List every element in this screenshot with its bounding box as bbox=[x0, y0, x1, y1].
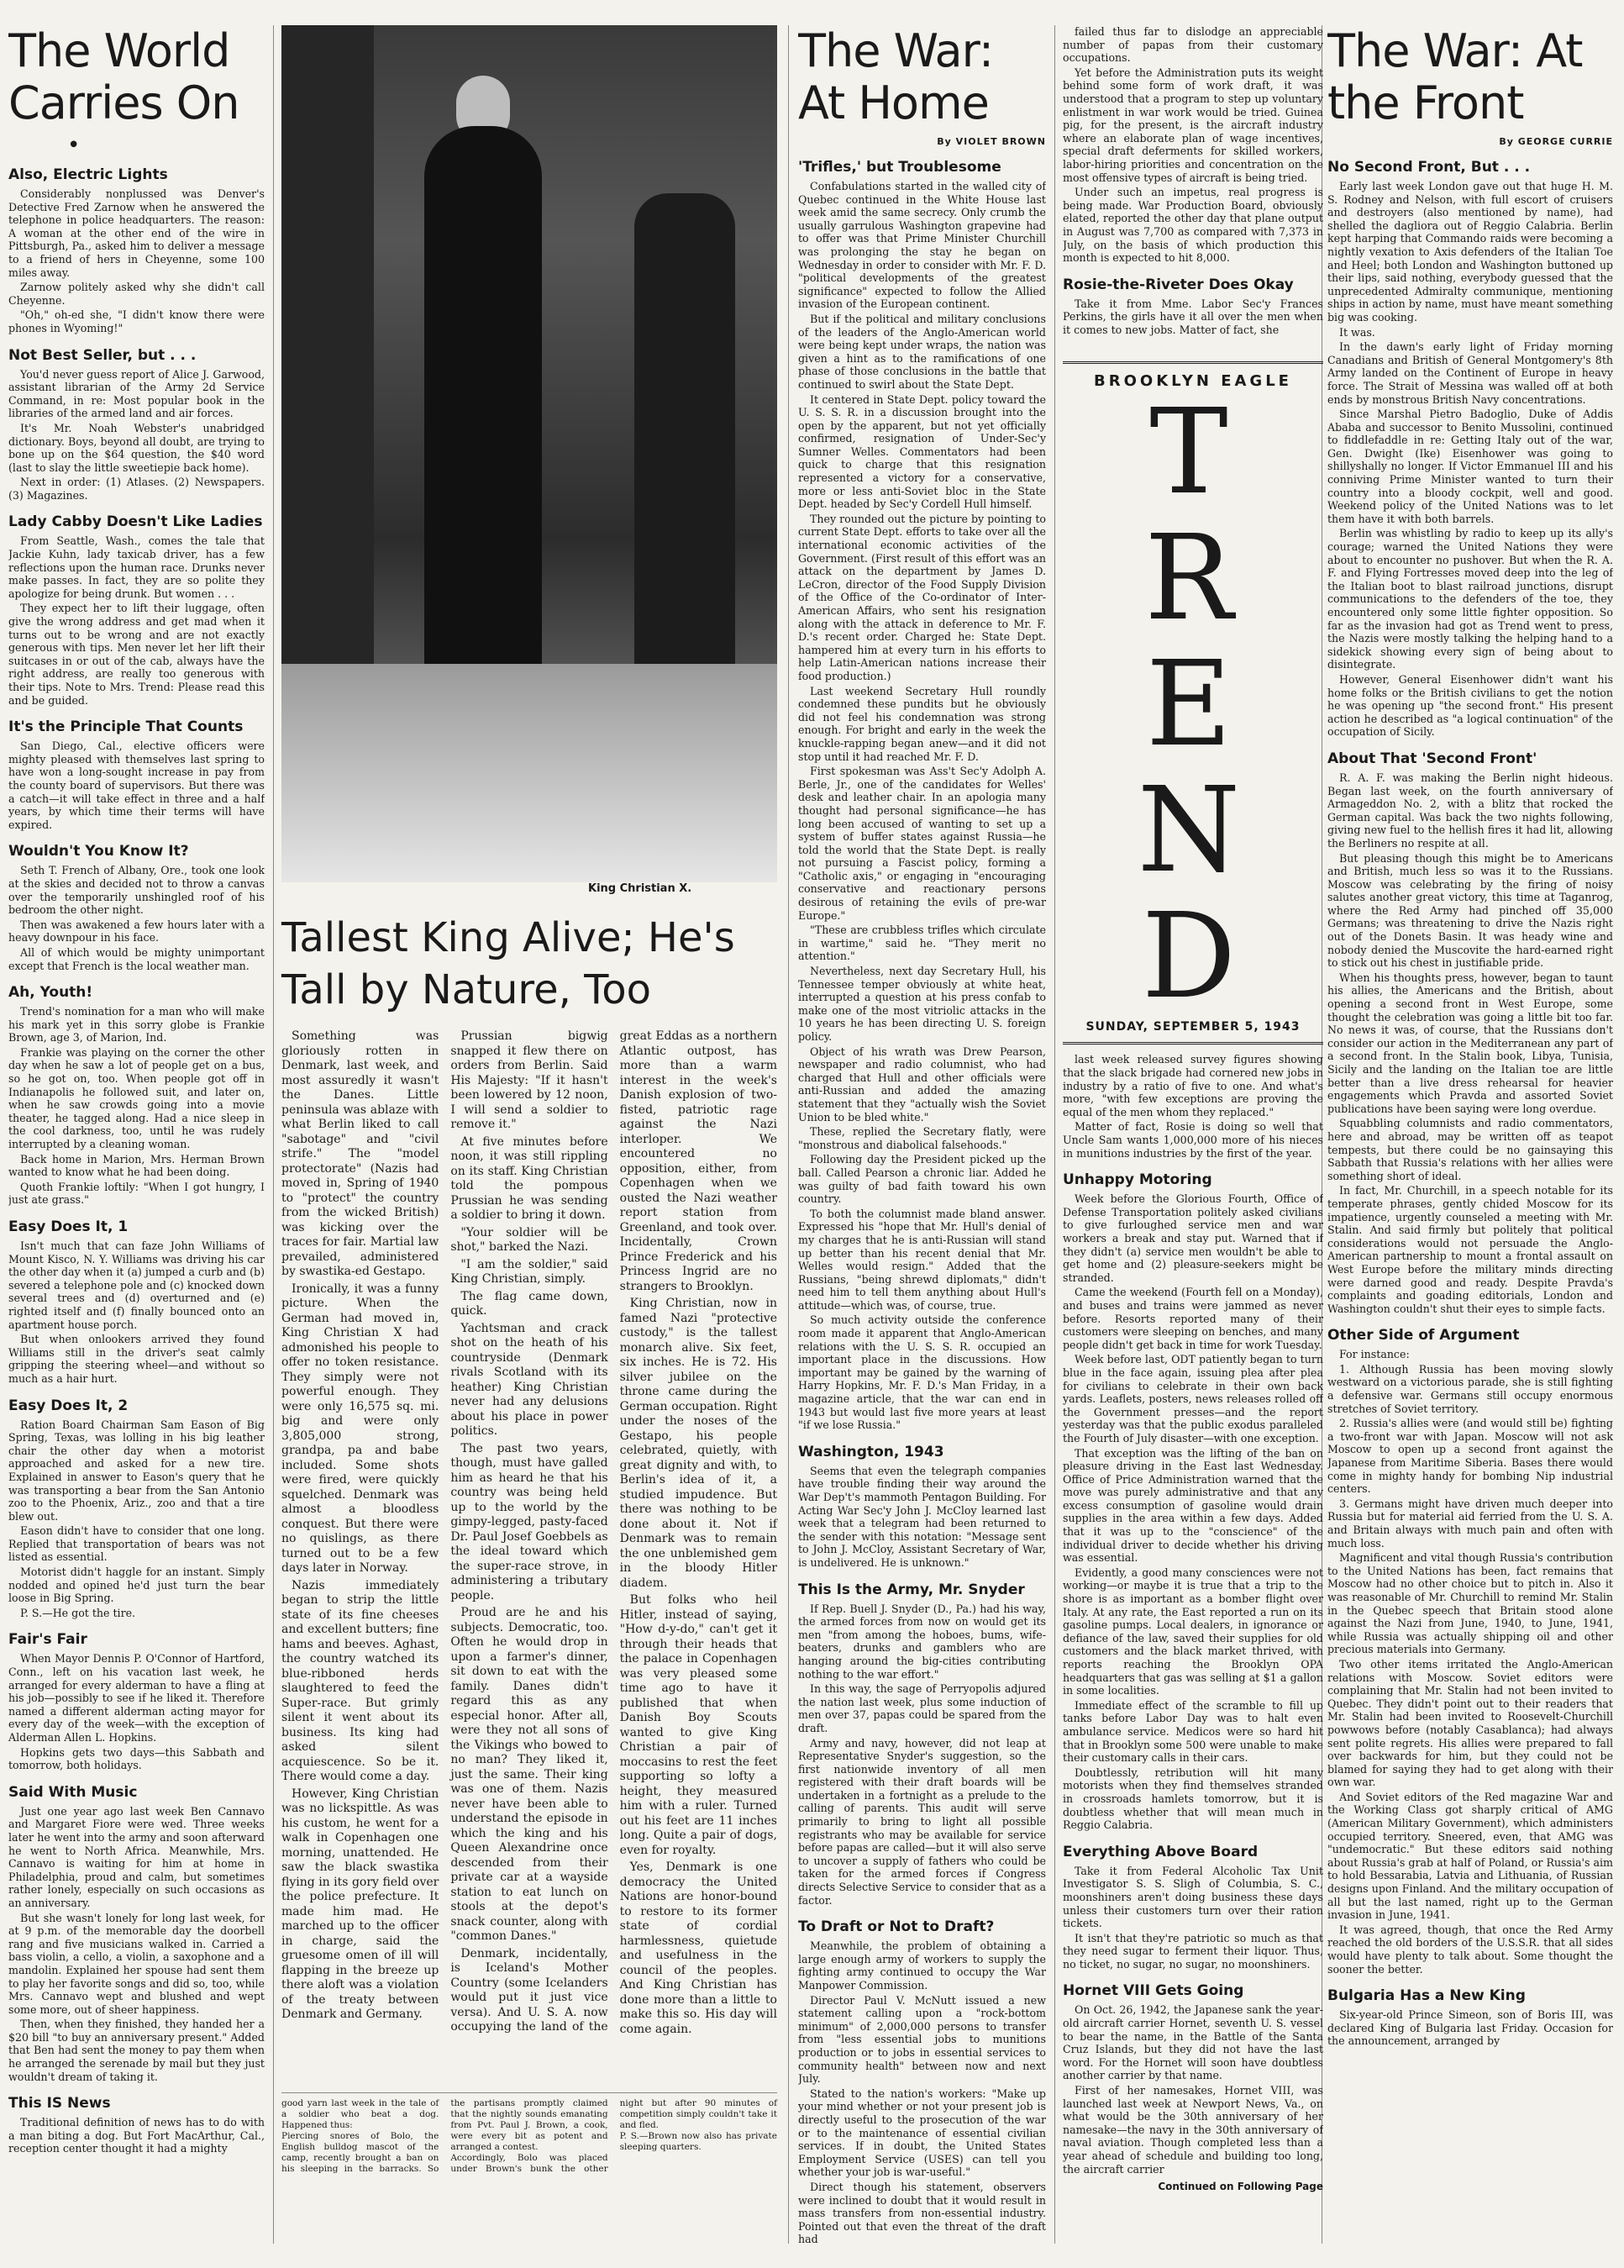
article-paragraph: "These are crubbless trifles which circulate in wartime," said he. "They merit no attention." bbox=[798, 924, 1046, 963]
article-paragraph: All of which would be mighty unimportant except that French is the local weather man. bbox=[8, 945, 265, 972]
article-item bbox=[8, 843, 265, 972]
article-paragraph: "I am the soldier," said King Christian, simply. bbox=[450, 1257, 608, 1286]
trend-letter: R bbox=[1144, 510, 1242, 648]
article-paragraph: Director Paul V. McNutt issued a new statement calling upon a "rock-bottom minimum" of 2,000,000 persons to transfer from "less essential jobs to munitions production or to jobs in essential services to community health" between now and next July. bbox=[798, 1993, 1046, 2086]
war-at-home-column bbox=[798, 25, 1046, 2260]
article-item bbox=[8, 1784, 265, 2083]
world-carries-on-column bbox=[8, 25, 265, 2260]
article-item bbox=[1063, 1844, 1323, 1971]
article-paragraph: Eason didn't have to consider that one long. Replied that transportation of bears was not listed as essential. bbox=[8, 1524, 265, 1564]
article-paragraph: "Oh," oh-ed she, "I didn't know there were phones in Wyoming!" bbox=[8, 308, 265, 334]
article-paragraph: Considerably nonplussed was Denver's Detective Fred Zarnow when he answered the telephone in police headquarters. The reason: A woman at the other end of the wire in Pittsburgh, Pa., asked him to deliver a message to a friend of hers in Cheyenne, some 100 miles away. bbox=[8, 187, 265, 279]
article-paragraph: Just one year ago last week Ben Cannavo and Margaret Fiore were wed. Three weeks later he went into the army and soon afterward he went to North Africa. Meanwhile, Mrs. Cannavo is waiting for him at home in Philadelphia, proud and calm, but sometimes rather lonely, especially on such occasions as an anniversary. bbox=[8, 1804, 265, 1909]
article-paragraph: last week released survey figures showing that the slack brigade had cornered new jobs in industry by a ratio of five to one. And what's more, "with few exceptions are proving the equal of the men whom they replaced." bbox=[1063, 1053, 1323, 1118]
war-at-home-continued-column bbox=[1063, 25, 1323, 2260]
article-heading: Unhappy Motoring bbox=[1063, 1171, 1212, 1189]
article-heading: This IS News bbox=[8, 2095, 111, 2113]
article-paragraph: Came the weekend (Fourth fell on a Monday), and buses and trains were jammed as never before. Resorts reported many of their customers were sleeping on benches, and many people didn't get back in time for work Tuesday. bbox=[1063, 1286, 1323, 1351]
article-paragraph: Then was awakened a few hours later with a heavy downpour in his face. bbox=[8, 918, 265, 945]
article-paragraph: Week before the Glorious Fourth, Office of Defense Transportation politely asked civilians to give furloughed service men and war workers a break and stay put. Warned that if they didn't (a) service men wouldn't be able to get home and (2) pleasure-seekers might be stranded. bbox=[1063, 1192, 1323, 1284]
article-item bbox=[1327, 1327, 1613, 1976]
article-heading: Fair's Fair bbox=[8, 1631, 87, 1649]
article-heading: About That 'Second Front' bbox=[1327, 750, 1537, 767]
article-paragraph: Yet before the Administration puts its weight behind some form of work draft, it was understood that a program to step up voluntary enlistment in war work would be tried. Guinea pig, for the present, is the aircraft industry where an elaborate plan of wage incentives, special draft deferments for skilled workers, labor-hiring priorities and concentration on the most offensive types of aircraft is being tried. bbox=[1063, 66, 1323, 184]
section-title: The War: At Home bbox=[798, 25, 994, 129]
trend-letter: D bbox=[1141, 888, 1245, 1026]
article-paragraph: Hopkins gets two days—this Sabbath and tomorrow, both holidays. bbox=[8, 1745, 265, 1772]
article-paragraph: The flag came down, quick. bbox=[450, 1289, 608, 1318]
article-paragraph: Then, when they finished, they handed her a $20 bill "to buy an anniversary present." Added that Ben had sent the money to pay them when he arranged the serenade by mail but they just wouldn't dream of taking it. bbox=[8, 2018, 265, 2083]
article-paragraph: These, replied the Secretary flatly, were "monstrous and diabolical falsehoods." bbox=[798, 1125, 1046, 1151]
article-heading: Not Best Seller, but . . . bbox=[8, 346, 197, 364]
article-paragraph: But pleasing though this might be to Americans and British, much less so was it to the Russians. Moscow was celebrating by the firing of noisy salutes another great victory, this time at Taganrog, where the Red Army had pinched off 35,000 Germans; was threatening to drive the Nazis right out of the Donets Basin. It was heady wine and nobody denied the Muscovite the hard-earned right to stick out his chest in justifiable pride. bbox=[1327, 851, 1613, 970]
article-paragraph: When his thoughts press, however, began to taunt his allies, the Americans and the British, about opening a second front in West Europe, some thought the celebration was going a little bit too far. No news it was, of course, that the Russians don't consider our action in the Mediterranean any part of a second front. In the Stalin book, Libya, Tunisia, Sicily and the landing on the Italian toe are little better than a live dress rehearsal for heavier engagements which Pravda and assorted Soviet publications have been saying were long overdue. bbox=[1327, 971, 1613, 1115]
trend-letter: N bbox=[1137, 762, 1249, 900]
article-paragraph: You'd never guess report of Alice J. Garwood, assistant librarian of the Army 2d Service Command, in re: Most popular book in the libraries of the armed land and air forces. bbox=[8, 367, 265, 420]
war-at-front-column bbox=[1327, 25, 1613, 2260]
article-item bbox=[1327, 1987, 1613, 2048]
story-headline: Tallest King Alive; He's Tall by Nature, Too bbox=[281, 914, 735, 1013]
article-heading: Other Side of Argument bbox=[1327, 1327, 1520, 1344]
article-paragraph: Seth T. French of Albany, Ore., took one look at the skies and decided not to throw a canvas over the temporarily unshingled roof of his bedroom the other night. bbox=[8, 864, 265, 917]
article-item bbox=[8, 1397, 265, 1620]
article-paragraph: Nazis immediately began to strip the little state of its fine cheeses and excellent butters; fine hams and beeves. Aghast, the country watched its blue-ribboned herds slaughtered to feed the Super-race. But grimly silent it went about its business. Its king had asked silent acquiescence. So be it. There would come a day. bbox=[281, 1578, 439, 1783]
article-paragraph: Denmark, incidentally, is Iceland's Mother Country (some Icelanders would put it just vice versa). And U. S. A. now occupying the land of the great Eddas as a northern Atlantic outpost, has more than a warm interest in the week's Danish explosion of two-fisted, patriotic rage against the Nazi interloper. We encountered no opposition, either, from Copenhagen when we ousted the Nazi weather report station from Greenland, and took over. Incidentally, Crown Prince Frederick and his Princess Ingrid are no strangers to Brooklyn. bbox=[450, 1029, 777, 2034]
photo-caption: King Christian X. bbox=[588, 882, 692, 895]
article-paragraph: Magnificent and vital though Russia's contribution to the United Nations has been, fact remains that Moscow had no other choice but to pitch in. Also it was reasonable of Mr. Churchill to remind Mr. Stalin in the Quebec speech that Britain stood alone against the Nazi from June, 1940, to June, 1941, while Russia was actually shipping oil and other precious materials into Germany. bbox=[1327, 1551, 1613, 1656]
article-paragraph: On Oct. 26, 1942, the Japanese sank the year-old aircraft carrier Hornet, seventh U. S. vessel to bear the name, in the Battle of the Santa Cruz Islands, but they did not have the last word. For the Hornet will soon have doubtless another carrier by that name. bbox=[1063, 2003, 1323, 2082]
article-paragraph: Following day the President picked up the ball. Called Pearson a chronic liar. Added he was guilty of bad faith toward his own country. bbox=[798, 1153, 1046, 1206]
continued-note: Continued on Following Page bbox=[1158, 2181, 1323, 2193]
article-heading: Ah, Youth! bbox=[8, 984, 93, 1002]
article-paragraph: Something was gloriously rotten in Denmark, last week, and most assuredly it wasn't the Danes. Little peninsula was ablaze with what Berlin liked to call "sabotage" and "civil strife." The "model protectorate" (Nazis had moved in, Spring of 1940 to "protect" the country from the wicked British) was kicking over the traces for fair. Martial law prevailed, administered by swastika-ed Gestapo. bbox=[281, 1029, 439, 1278]
article-paragraph: Quoth Frankie loftily: "When I got hungry, I just ate grass." bbox=[8, 1180, 265, 1207]
article-item bbox=[8, 513, 265, 707]
article-paragraph: Zarnow politely asked why she didn't call Cheyenne. bbox=[8, 281, 265, 307]
article-paragraph: In the dawn's early light of Friday morning Canadians and British of General Montgomery's 8th Army landed on the Continent of Europe in heavy force. The Strait of Messina was walled off at both ends by monstrous British Navy concentrations. bbox=[1327, 340, 1613, 406]
article-item bbox=[8, 166, 265, 335]
article-paragraph: Squabbling columnists and radio commentators, here and abroad, may be written off as teapot tempests, but there could be no gainsaying this Sabbath that Russia's relations with her allies were something short of ideal. bbox=[1327, 1117, 1613, 1182]
article-item bbox=[798, 159, 1046, 1432]
article-item bbox=[1327, 159, 1613, 739]
article-paragraph: However, General Eisenhower didn't want his home folks or the British civilians to get the notion he was opening up "the second front." His present action he described as "a logical continuation" of the occupation of Sicily. bbox=[1327, 672, 1613, 739]
article-paragraph: Six-year-old Prince Simeon, son of Boris III, was declared King of Bulgaria last Friday. Occasion for the announcement, arranged by bbox=[1327, 2008, 1613, 2048]
article-paragraph: Ironically, it was a funny picture. When the German had moved in, King Christian X had admonished his people to offer no token resistance. They simply were not powerful enough. They were only 16,575 sq. mi. big and were only 3,805,000 strong, grandpa, pa and babe included. Some shots were fired, were quickly squelched. Denmark was almost a bloodless conquest. But there were no quislings, as there turned out to be a few days later in Norway. bbox=[281, 1281, 439, 1575]
article-item bbox=[798, 1918, 1046, 2246]
article-paragraph: Under such an impetus, real progress is being made. War Production Board, obviously elated, reported the other day that plane output in August was 7,700 as compared with 7,373 in July, on the basis of which production this month is expected to hit 8,000. bbox=[1063, 186, 1323, 265]
issue-date: SUNDAY, SEPTEMBER 5, 1943 bbox=[1085, 1020, 1301, 1034]
article-heading: To Draft or Not to Draft? bbox=[798, 1918, 995, 1936]
article-paragraph: Yes, Denmark is one democracy the United Nations are honor-bound to restore to its former state of cordial harmlessness, quietude and usefulness in the council of the peoples. And King Christian has done more than a little to make this so. His day will come again. bbox=[619, 1860, 777, 2036]
article-paragraph: But she wasn't lonely for long last week, for at 9 p.m. of the memorable day the doorbell rang and five musicians walked in. Carried a bass violin, a cello, a violin, a saxophone and a mandolin. Explained her spouse had sent them to play her favorite songs and did so, too, while Mrs. Cannavo wept and blushed and wept some more, out of sheer happiness. bbox=[8, 1911, 265, 2016]
article-paragraph: Isn't much that can faze John Williams of Mount Kisco, N. Y. Williams was driving his car the other day when it (a) jumped a curb and (b) severed a telephone pole and (c) knocked down several trees and (d) overturned and (e) righted itself and (f) finally bounced onto an apartment house porch. bbox=[8, 1239, 265, 1331]
article-heading: Lady Cabby Doesn't Like Ladies bbox=[8, 513, 263, 531]
article-heading: Said With Music bbox=[8, 1783, 138, 1801]
article-paragraph: King Christian, now in famed Nazi "protective custody," is the tallest monarch alive. Six feet, six inches. He is 72. His silver jubilee on the throne came during the German occupation. Right under the noses of the Gestapo, his people celebrated, quietly, with great dignity and with, to Berlin's idea of it, a studied impudence. But there was nothing to be done about it. Not if Denmark was to remain the one unblemished gem in the bloody Hitler diadem. bbox=[619, 1297, 777, 1590]
article-heading: No Second Front, But . . . bbox=[1327, 159, 1531, 176]
article-paragraph: Berlin was whistling by radio to keep up its ally's courage; warned the United Nations they were about to encounter no pushover. But when the R. A. F. and Flying Fortresses moved deep into the leg of the Italian boot to blast railroad junctions, disrupt communications to the defenders of the toe, they encountered only some little fighter opposition. So far as the invasion had got as Trend went to press, the Nazis were mostly talking the helping hand to a sidekick showing every sign of being about to disintegrate. bbox=[1327, 527, 1613, 671]
article-paragraph: And Soviet editors of the Red magazine War and the Working Class got sharply critical of AMG (American Military Government), which administers occupied territory. Sneered, even, that AMG was "undemocratic." But these editors said nothing about Russia's grab at half of Poland, or Russia's aim to hold Bessarabia, Latvia and Lithuania, of Russian designs upon Finland. And the military occupation of all but the last named, right up to the German invasion in June, 1941. bbox=[1327, 1790, 1613, 1922]
article-paragraph: Prussian bigwig snapped it flew there on orders from Berlin. Said His Majesty: "If it hasn't been lowered by 12 noon, I will send a soldier to remove it." bbox=[450, 1029, 608, 1131]
trend-masthead bbox=[1063, 361, 1323, 1045]
article-paragraph: In fact, Mr. Churchill, in a speech notable for its temperate phrases, gently chided Moscow for its impatience, urgently counseled a meeting with Mr. Stalin. And said firmly but politely that political considerations would not persuade the Anglo-American partnership to mount a frontal assault on West Europe before the military minds directing were darned good and ready. Despite Pravda's complaints and goading editorials, London and Washington couldn't shut their eyes to simple facts. bbox=[1327, 1184, 1613, 1315]
article-paragraph: R. A. F. was making the Berlin night hideous. Began last week, on the fourth anniversary of Armageddon No. 2, with a blitz that rocked the German capital. Was back the two nights following, giving new fuel to the hellish fires it had lit, allowing the Berliners no respite at all. bbox=[1327, 771, 1613, 850]
article-paragraph: P. S.—Brown now also has private sleeping quarters. bbox=[619, 2131, 777, 2152]
article-paragraph: Confabulations started in the walled city of Quebec continued in the White House last week amid the same secrecy. Only crumb the usually garrulous Washington grapevine had to offer was that Prime Minister Churchill was prolonging the stay he began on Wednesday in order to consider with Mr. F. D. "political developments of the greatest significance" expected to follow the Allied invasion of the European continent. bbox=[798, 180, 1046, 311]
article-paragraph: However, King Christian was no lickspittle. As was his custom, he went for a walk in Copenhagen one morning, unattended. He saw the black swastika flying in its gory field over the police prefecture. It made him mad. He marched up to the officer in charge, said the gruesome omen of ill will flapping in the breeze up there aloft was a violation of the treaty between Denmark and Germany. bbox=[281, 1787, 439, 2021]
article-heading: Washington, 1943 bbox=[798, 1443, 944, 1460]
article-paragraph: If Rep. Buell J. Snyder (D., Pa.) had his way, the armed forces from now on would get its men "from among the hoboes, bums, wife-beaters, drunks and gamblers who are hanging around the big-cities contributing nothing to the war effort." bbox=[798, 1602, 1046, 1681]
article-heading: Hornet VIII Gets Going bbox=[1063, 1982, 1244, 2000]
article-paragraph: Motorist didn't haggle for an instant. Simply nodded and opined he'd just turn the bear loose in Big Spring. bbox=[8, 1565, 265, 1605]
trend-logo bbox=[1063, 384, 1323, 1026]
article-paragraph: Doubtlessly, retribution will hit many motorists when they find themselves stranded in crossroads hamlets tomorrow, but it is doubtless whether that will mean much in Reggio Calabria. bbox=[1063, 1765, 1323, 1832]
article-paragraph: Last weekend Secretary Hull roundly condemned these pundits but he obviously did not feel his condemnation was strong enough. For bright and early in the week the knuckle-rapping began anew—and it did not stop until it had reached Mr. F. D. bbox=[798, 684, 1046, 763]
article-paragraph: failed thus far to dislodge an appreciable number of papas from their customary occupations. bbox=[1063, 25, 1323, 65]
article-heading: This Is the Army, Mr. Snyder bbox=[798, 1581, 1025, 1598]
article-paragraph: Since Marshal Pietro Badoglio, Duke of Addis Ababa and successor to Benito Mussolini, continued to fiddlefaddle in re: Getting Italy out of the war, Gen. Dwight (Ike) Eisenhower was going to shillyshally no longer. If Victor Emmanuel III and his conniving Prime Minister wanted to turn their country into a bloody cockpit, well and good. Weekend policy of the United Nations was to let them have it with both barrels. bbox=[1327, 408, 1613, 525]
article-paragraph: For instance: bbox=[1339, 1348, 1410, 1361]
article-paragraph: In this way, the sage of Perryopolis adjured the nation last week, plus some induction of men over 37, papas could be spared from the draft. bbox=[798, 1682, 1046, 1734]
article-heading: Wouldn't You Know It? bbox=[8, 843, 189, 860]
article-paragraph: 3. Germans might have driven much deeper into Russia but for material aid ferried from the U. S. A. and Britain always with much pain and often with much loss. bbox=[1327, 1497, 1613, 1550]
column-rule bbox=[273, 25, 274, 2244]
article-heading: It's the Principle That Counts bbox=[8, 718, 244, 736]
article-paragraph: Early last week London gave out that huge H. M. S. Rodney and Nelson, with full escort of cruisers and destroyers (also mentioned by name), had shelled the dagliora out of Reggio Calabria. Berlin kept harping that Commando raids were becoming a nightly vexation to Axis defenders of the Italian Toe and Heel; both London and Washington buttoned up their lips, said nothing, everybody guessed that the unprecedented Admiralty communique, mentioning ships in action by name, must have meant something big was cooking. bbox=[1327, 180, 1613, 324]
article-paragraph: San Diego, Cal., elective officers were mighty pleased with themselves last spring to have won a long-sought increase in pay from the county board of supervisors. But there was a catch—it will take effect in three and a half years, by which time their terms will have expired. bbox=[8, 739, 265, 831]
article-paragraph: When Mayor Dennis P. O'Connor of Hartford, Conn., left on his vacation last week, he arranged for every alderman to have a fling at his job—possibly to see if he liked it. Therefore named a different alderman acting mayor for every day of the week—with the exception of Alderman Allen L. Hopkins. bbox=[8, 1652, 265, 1744]
article-item bbox=[8, 718, 265, 831]
article-paragraph: From Seattle, Wash., comes the tale that Jackie Kuhn, lady taxicab driver, has a few reflections upon the human race. Drunks never make passes. In fact, they are so polite they apologize for being drunk. But women . . . bbox=[8, 534, 265, 600]
article-paragraph: But folks who heil Hitler, instead of saying, "How d-y-do," can't get it through their heads that the palace in Copenhagen was very pleased some time ago to have it published that when Danish Boy Scouts wanted to give King Christian a pair of moccasins to rest the feet supporting so lofty a height, they measured him with a ruler. Turned out his feet are 11 inches long. Quite a pair of dogs, even for royalty. bbox=[619, 1593, 777, 1857]
article-paragraph: Evidently, a good many consciences were not working—or maybe it is true that a trip to the shore is as important as a bomber flight over Italy. At any rate, the East reported a run on its gasoline pumps. Local dealers, in ignorance or defiance of the law, saved their supplies for old customers and the black market thrived, with reports reaching the Brooklyn OPA headquarters that gas was selling at $1 a gallon in some localities. bbox=[1063, 1565, 1323, 1697]
article-paragraph: So much activity outside the conference room made it apparent that Anglo-American relations with the U. S. S. R. occupied an important place in the discussions. How important may be gained by the warning of Harry Hopkins, Mr. F. D.'s Man Friday, in a magazine article, that the war can end in 1943 but would last five more years at least "if we lose Russia." bbox=[798, 1313, 1046, 1432]
article-heading: 'Trifles,' but Troublesome bbox=[798, 159, 1001, 176]
article-paragraph: They expect her to lift their luggage, often give the wrong address and get mad when it turns out to be wrong and are not exactly generous with tips. Men never let her lift their suitcases in or out of the cab, always have the right address, are really too generous with their tips. Note to Mrs. Trend: Please read this and be guided. bbox=[8, 602, 265, 707]
article-heading: Everything Above Board bbox=[1063, 1843, 1259, 1860]
article-paragraph: Nevertheless, next day Secretary Hull, his Tennessee temper obviously at white heat, interrupted a question at his press confab to make one of the most vitriolic attacks in the 10 years he has been directing U. S. foreign policy. bbox=[798, 965, 1046, 1043]
article-item bbox=[8, 2095, 265, 2155]
article-paragraph: "Your soldier will be shot," barked the Nazi. bbox=[450, 1225, 608, 1254]
article-paragraph: Accordingly, Bolo was placed under Brown's bunk the other night but after 90 minutes of competition simply couldn't take it and fled. bbox=[450, 2098, 777, 2174]
article-heading: Bulgaria Has a New King bbox=[1327, 1987, 1526, 2005]
article-paragraph: Proud are he and his subjects. Democratic, too. Often he would drop in upon a farmer's dinner, sit down to eat with the family. Danes didn't regard this as any especial honor. After all, were they not all sons of the Vikings who bowed to no man? They liked it, just the same. Their king was one of them. Nazis never have been able to understand the episode in which the king and his Queen Alexandrine once descended from their private car at a wayside station to eat lunch on stools at the depot's snack counter, along with "common Danes." bbox=[450, 1606, 608, 1943]
trend-letter: E bbox=[1145, 636, 1241, 774]
article-paragraph: Meanwhile, the problem of obtaining a large enough army of workers to supply the fighting army continued to occupy the War Manpower Commission. bbox=[798, 1939, 1046, 1992]
article-paragraph: 1. Although Russia has been moving slowly westward on a victorious parade, she is still fighting a defensive war. Germans still occupy enormous stretches of Soviet territory. bbox=[1327, 1362, 1613, 1415]
article-paragraph: Next in order: (1) Atlases. (2) Newspapers. (3) Magazines. bbox=[8, 476, 265, 502]
article-paragraph: But if the political and military conclusions of the leaders of the Anglo-American world were being kept under wraps, the nation was given a hint as to the ramifications of one phase of those conclusions in the battle that continued to swirl about the State Dept. bbox=[798, 312, 1046, 391]
article-paragraph: Object of his wrath was Drew Pearson, newspaper and radio columnist, who had charged that Hull and other officials were anti-Russian and added the amazing statement that they "actually wish the Soviet Union to be bled white." bbox=[798, 1045, 1046, 1123]
article-paragraph: Direct though his statement, observers were inclined to doubt that it would result in mass transfers from non-essential industry. Pointed out that even the threat of the draft had bbox=[798, 2180, 1046, 2246]
article-paragraph: Immediate effect of the scramble to fill up tanks before Labor Day was to halt even ambulance service. Medicos were so hard hit that in Brooklyn some 500 were unable to make their customary calls in their cars. bbox=[1063, 1698, 1323, 1765]
article-paragraph: Take it from Federal Alcoholic Tax Unit Investigator S. S. Sligh of Columbia, S. C., moonshiners aren't doing business these days unless their customers turn over their ration tickets. bbox=[1063, 1864, 1323, 1930]
section-title: The War: At the Front bbox=[1327, 25, 1583, 129]
article-item bbox=[8, 1218, 265, 1386]
article-paragraph: Ration Board Chairman Sam Eason of Big Spring, Texas, was lolling in his big leather chair the other day when a motorist approached and asked for a new tire. Explained in answer to Eason's query that he was transporting a bear from the San Antonio zoo to the Phoenix, Ariz., zoo and that a tire blew out. bbox=[8, 1418, 265, 1523]
article-item bbox=[8, 1631, 265, 1771]
byline: By GEORGE CURRIE bbox=[1499, 136, 1613, 147]
article-paragraph: It centered in State Dept. policy toward the U. S. S. R. in a discussion brought into the open by the apparent, but not yet officially confirmed, resignation of Under-Sec'y Sumner Welles. Commentators had been quick to charge that this resignation represented a victory for a conservative, more or less anti-Soviet bloc in the State Dept. headed by Sec'y Cordell Hull himself. bbox=[798, 392, 1046, 511]
article-item bbox=[1327, 750, 1613, 1315]
article-heading: Rosie-the-Riveter Does Okay bbox=[1063, 276, 1294, 293]
column-rule bbox=[788, 25, 789, 2244]
article-item bbox=[8, 347, 265, 503]
article-paragraph: But when onlookers arrived they found Williams still in the driver's seat calmly gripping the steering wheel—and without so much as a hair hurt. bbox=[8, 1333, 265, 1385]
article-paragraph: Matter of fact, Rosie is doing so well that Uncle Sam wants 1,000,000 more of his nieces in munitions industries by the first of the year. bbox=[1063, 1120, 1323, 1160]
article-paragraph: First spokesman was Ass't Sec'y Adolph A. Berle, Jr., one of the candidates for Welles' desk and leather chair. In an apologia many thought had personal significance—he has long been accused of wanting to set up a system of buffer states against Russia—he told the world that the State Dept. is really not pursuing a Fascist policy, forming a "Catholic axis," or engaging in "encouraging conservative and reactionary persons desirous of retaining the evils of pre-war Europe." bbox=[798, 765, 1046, 922]
article-paragraph: First of her namesakes, Hornet VIII, was launched last week at Newport News, Va., on what would be the 30th anniversary of her namesake—the navy in the 30th anniversary of naval aviation. Though completed less than a year ahead of schedule and building too long, the aircraft carrier bbox=[1063, 2084, 1323, 2176]
article-paragraph: That exception was the lifting of the ban on pleasure driving in the East last Wednesday. Office of Price Administration warned that the move was purely administrative and that any excess consumption of gasoline would drain supplies in the area within a few days. Added that it was up to the "conscience" of the individual driver to decide whether his driving was essential. bbox=[1063, 1446, 1323, 1565]
article-paragraph: Yachtsman and crack shot on the heath of his countryside (Denmark rivals Scotland with its heather) King Christian never had any delusions about his place in power politics. bbox=[450, 1321, 608, 1438]
byline: By VIOLET BROWN bbox=[937, 136, 1046, 147]
article-item bbox=[8, 984, 265, 1207]
section-title: The World Carries On bbox=[8, 25, 239, 129]
this-is-news-continued bbox=[281, 2092, 777, 2175]
article-paragraph: good yarn last week in the tale of a soldier who beat a dog. Happened thus: bbox=[281, 2098, 439, 2130]
article-paragraph: It isn't that they're patriotic so much as that they need sugar to ferment their liquor. Thus, no ticket, no sugar, no sugar, no moonshiners. bbox=[1063, 1931, 1323, 1971]
article-heading: Easy Does It, 1 bbox=[8, 1218, 129, 1235]
article-paragraph: Seems that even the telegraph companies have trouble finding their way around the War Dep't's mammoth Pentagon Building. For Acting War Sec'y John J. McCloy learned last week that a telegram had been returned to the sender with this notation: "Message sent to John J. McCloy, Assistant Secretary of War, is undelivered. He is unknown." bbox=[798, 1464, 1046, 1569]
article-paragraph: Piercing snores of Bolo, the English bulldog mascot of the camp, recently brought a ban on his sleeping in the barracks. So the partisans promptly claimed that the nightly sounds emanating from Pvt. Paul J. Brown, a cook, were every bit as potent and arranged a contest. bbox=[281, 2098, 608, 2174]
article-paragraph: 2. Russia's allies were (and would still be) fighting a two-front war with Japan. Moscow will not ask Moscow to open up a second front against the Japanese from Maritime Siberia. Bases there would come in mighty handy for bombing Nip industrial centers. bbox=[1327, 1417, 1613, 1496]
article-paragraph: Stated to the nation's workers: "Make up your mind whether or not your present job is directly useful to the prosecution of the war or to the maintenance of essential civilian services. If in doubt, the United States Employment Service (USES) can tell you whether your job is war-useful." bbox=[798, 2086, 1046, 2179]
article-paragraph: At five minutes before noon, it was still rippling on its staff. King Christian told the pompous Prussian he was sending a soldier to bring it down. bbox=[450, 1134, 608, 1222]
article-paragraph: It was. bbox=[1339, 325, 1375, 339]
article-paragraph: P. S.—He got the tire. bbox=[20, 1606, 136, 1619]
article-paragraph: They rounded out the picture by pointing to current State Dept. efforts to take over all the international economic activities of the Government. (First result of this effort was an attack on the department by James D. LeCron, director of the Food Supply Division of the Office of the Co-ordinator of Inter-American Affairs, who sent his resignation along with the attack in deference to Mr. F. D.'s recent order. Charged he: State Dept. hampered him at every turn in his efforts to help Latin-American nations increase their food production.) bbox=[798, 512, 1046, 682]
article-paragraph: Traditional definition of news has to do with a man biting a dog. But Fort MacArthur, Cal., reception center thought it had a mighty bbox=[8, 2116, 265, 2155]
article-item bbox=[798, 1444, 1046, 1570]
king-christian-photo bbox=[281, 25, 777, 882]
article-paragraph: To both the columnist made bland answer. Expressed his "hope that Mr. Hull's denial of my charges that he is anti-Russian will stand up better than his recent denial that Mr. Welles would resign." Added that the Russians, "being shrewd diplomats," didn't need him to tell them anything about Hull's attitude—which was, of course, true. bbox=[798, 1207, 1046, 1312]
paper-name: BROOKLYN EAGLE bbox=[1094, 372, 1292, 391]
article-paragraph: Two other items irritated the Anglo-American relations with Moscow. Soviet editors were complaining that Mr. Stalin had not been invited to Quebec. They didn't point out to their readers that Mr. Stalin had been invited to Roosevelt-Churchill powwows before (notably Casablanca); had always sent polite regrets. His allies were prepared to fall over backwards for him, but they could not be blamed for saying they had to get along with their own war. bbox=[1327, 1657, 1613, 1789]
article-paragraph: Trend's nomination for a man who will make his mark yet in this sorry globe is Frankie Brown, age 3, of Marion, Ind. bbox=[8, 1005, 265, 1045]
article-paragraph: Frankie was playing on the corner the other day when he saw a lot of people get on a bus, so he got on, too. When people got off in Indianapolis he followed suit, and later on, when he saw crowds going into a movie theater, he tagged along. Had a nice sleep in the cool darkness, too, until he was rudely interrupted by a cleaning woman. bbox=[8, 1045, 265, 1151]
article-item bbox=[1063, 1171, 1323, 1832]
article-heading: Also, Electric Lights bbox=[8, 166, 168, 183]
column-rule bbox=[1054, 25, 1055, 2244]
article-paragraph: Week before last, ODT patiently began to turn blue in the face again, issuing plea after plea for civilians to celebrate in their own back yards. Leaflets, posters, news releases rolled off the Government presses—and the report yesterday was that the public exodus paralleled the Fourth of July disaster—with one exception. bbox=[1063, 1353, 1323, 1444]
king-story-body bbox=[281, 1029, 777, 2080]
article-paragraph: It was agreed, though, that once the Red Army reached the old borders of the U.S.S.R. that all sides would have plenty to talk about. Some thought the sooner the better. bbox=[1327, 1923, 1613, 1976]
article-item bbox=[798, 1581, 1046, 1908]
article-heading: Easy Does It, 2 bbox=[8, 1397, 129, 1414]
title-bullet: • bbox=[67, 133, 81, 158]
article-paragraph: It's Mr. Noah Webster's unabridged dictionary. Boys, beyond all doubt, are trying to bone up on the $64 question, the $40 word (last to slay the little sweetiepie back home). bbox=[8, 421, 265, 474]
article-paragraph: Take it from Mme. Labor Sec'y Frances Perkins, the girls have it all over the men when it comes to new jobs. Matter of fact, she bbox=[1063, 297, 1323, 336]
article-paragraph: The past two years, though, must have galled him as heard he that his country was being held up to the world by the gimpy-legged, pasty-faced Dr. Paul Josef Goebbels as the ideal toward which the super-race strove, in administering a tributary people. bbox=[450, 1441, 608, 1602]
trend-letter: T bbox=[1149, 384, 1237, 522]
article-item bbox=[1063, 1982, 1323, 2176]
article-paragraph: Back home in Marion, Mrs. Herman Brown wanted to know what he had been doing. bbox=[8, 1152, 265, 1179]
article-paragraph: Army and navy, however, did not leap at Representative Snyder's suggestion, so the first nationwide inventory of all men registered with their draft boards will be undertaken in a fortnight as a prelude to the calling of parents. This audit will serve primarily to bring to light all possible registrants who may be available for service before papas are called—but it will also serve to uncover a supply of fathers who could be taken for the armed forces if Congress directs Selective Service to consider that as a factor. bbox=[798, 1736, 1046, 1907]
